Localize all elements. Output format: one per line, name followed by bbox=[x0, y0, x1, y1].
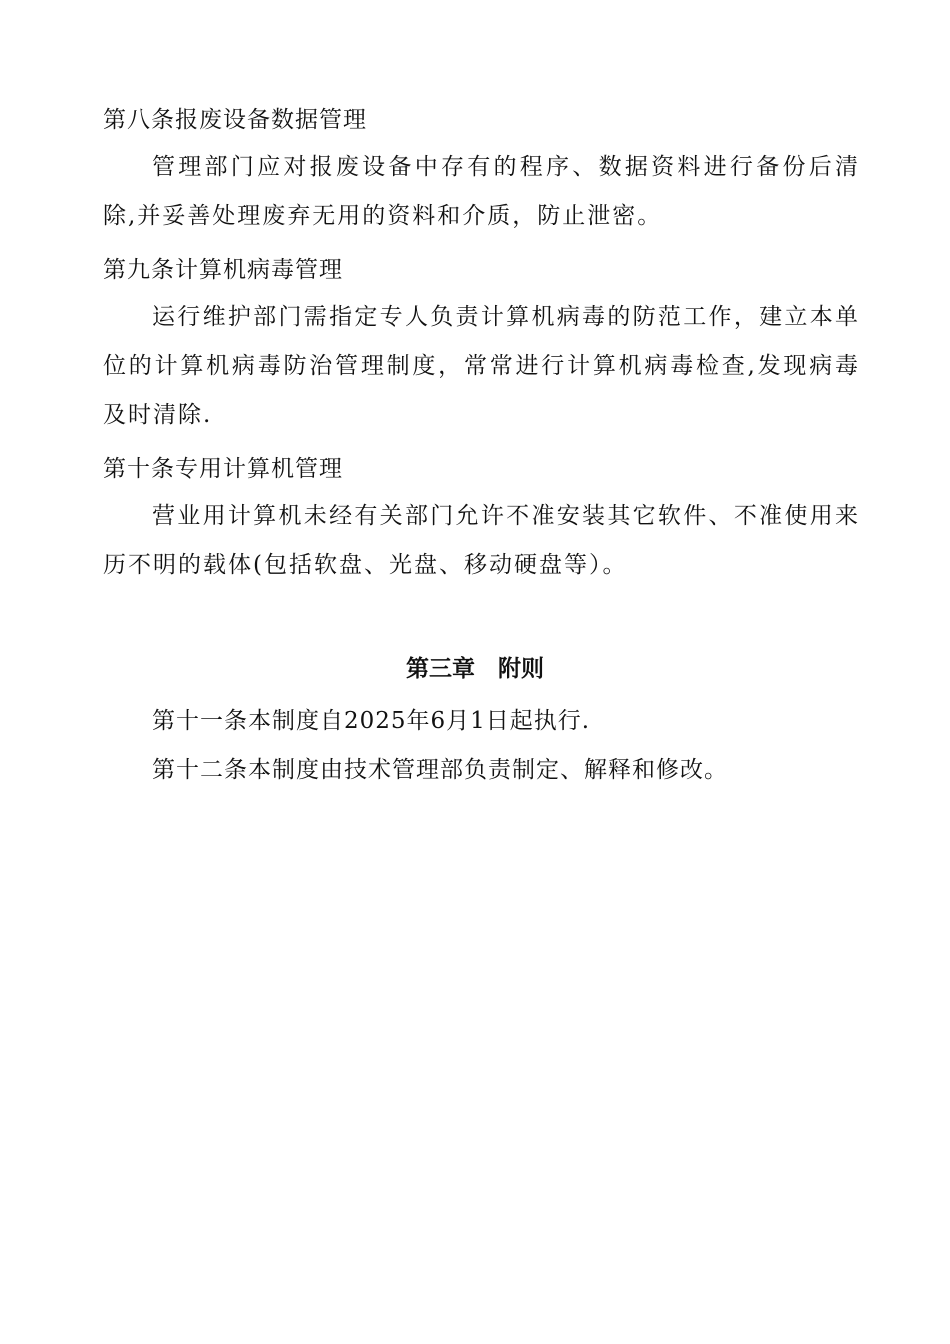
article-10-body: 营业用计算机未经有关部门允许不准安装其它软件、不准使用来历不明的载体(包括软盘、光盘、移动硬盘等）。 bbox=[103, 503, 860, 578]
article-8-heading: 第八条报废设备数据管理 bbox=[103, 107, 367, 133]
article-9-heading: 第九条计算机病毒管理 bbox=[103, 257, 343, 283]
article-10-heading: 第十条专用计算机管理 bbox=[103, 456, 343, 482]
article-12: 第十二条本制度由技术管理部负责制定、解释和修改。 bbox=[152, 757, 728, 783]
article-11: 第十一条本制度自2025年6月1日起执行. bbox=[152, 708, 591, 734]
article-9-body: 运行维护部门需指定专人负责计算机病毒的防范工作，建立本单位的计算机病毒防治管理制度，常常进行计算机病毒检查,发现病毒及时清除. bbox=[103, 304, 860, 428]
article-8-body: 管理部门应对报废设备中存有的程序、数据资料进行备份后清除,并妥善处理废弃无用的资料和介质，防止泄密。 bbox=[103, 154, 860, 229]
chapter-title: 第三章 附则 bbox=[406, 656, 544, 682]
